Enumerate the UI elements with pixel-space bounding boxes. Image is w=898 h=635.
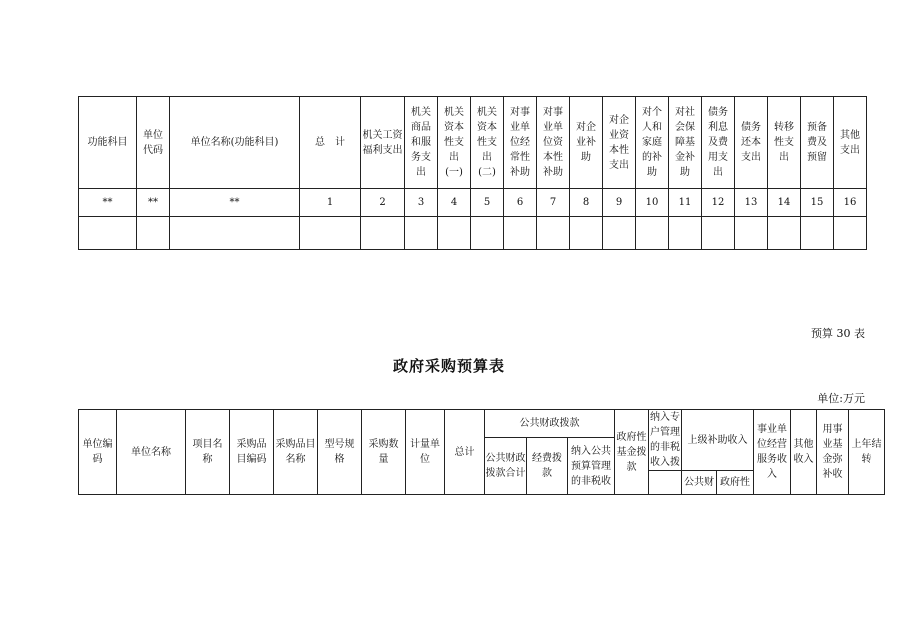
col-public-inst-capital: 对事 业单 位资 本性 补助 [537,97,570,189]
budget-expenditure-table [78,96,867,250]
col-pf-total: 公共财政 拨款合计 [485,438,527,495]
column-number: 2 [361,189,405,217]
column-number: 9 [603,189,636,217]
column-number: ** [170,189,300,217]
table1-empty-row [79,217,867,250]
col-special-nontax-sub [649,471,682,495]
col-unit-name: 单位名称(功能科目) [170,97,300,189]
col-debt-principal: 债务 还本 支出 [735,97,768,189]
col-sup-public: 公共财 [682,471,717,495]
column-number: 14 [768,189,801,217]
col-public-inst-regular: 对事 业单 位经 常性 补助 [504,97,537,189]
column-number: 12 [702,189,735,217]
col-capital-1: 机关 资本 性支 出 (一) [438,97,471,189]
column-number: ** [137,189,170,217]
col-unit-code: 单位编 码 [79,410,117,495]
government-procurement-table [78,409,885,495]
col-special-nontax: 纳入专 户管理 的非税 收入拨 [649,410,682,471]
col-project-name: 项目名 称 [186,410,230,495]
col-reserve: 预备 费及 预留 [801,97,834,189]
table-number: 预算 30 表 [811,327,865,340]
col-business-income: 事业单 位经营 服务收 入 [754,410,791,495]
column-number: 10 [636,189,669,217]
col-model: 型号规 格 [318,410,362,495]
group-superior: 上级补助收入 [682,410,754,471]
col-other: 其他 支出 [834,97,867,189]
column-number: 11 [669,189,702,217]
table2-header-row-1 [79,410,885,438]
column-number: 5 [471,189,504,217]
column-number: 15 [801,189,834,217]
col-staff-welfare: 机关工资 福利支出 [361,97,405,189]
column-number: 4 [438,189,471,217]
col-goods-services: 机关 商品 和服 务支 出 [405,97,438,189]
unit-label: 单位:万元 [817,392,865,405]
col-reserve-fund: 用事 业基 金弥 补收 [817,410,849,495]
table1-number-row [79,189,867,217]
col-function-subject: 功能科目 [79,97,137,189]
col-item-code: 采购品 目编码 [230,410,274,495]
col-gov-fund: 政府性 基金拨 款 [615,410,649,495]
table1-header-row [79,97,867,189]
column-number: 16 [834,189,867,217]
col-total: 总 计 [300,97,361,189]
col-unit-name: 单位名称 [117,410,186,495]
column-number: 6 [504,189,537,217]
column-number: 13 [735,189,768,217]
col-carryover: 上年结 转 [849,410,885,495]
column-number: ** [79,189,137,217]
col-social-security: 对社 会保 障基 金补 助 [669,97,702,189]
col-total: 总计 [445,410,485,495]
col-quantity: 采购数 量 [362,410,406,495]
col-nontax: 纳入公共 预算管理 的非税收 [568,438,615,495]
col-unit-code: 单位 代码 [137,97,170,189]
col-item-name: 采购品目 名称 [274,410,318,495]
col-debt-interest: 债务 利息 及费 用支 出 [702,97,735,189]
col-funding: 经费拨 款 [527,438,568,495]
column-number: 3 [405,189,438,217]
col-personal-family: 对个 人和 家庭 的补 助 [636,97,669,189]
col-other-income: 其他 收入 [791,410,817,495]
col-enterprise-subsidy: 对企 业补 助 [570,97,603,189]
group-public-finance: 公共财政拨款 [485,410,615,438]
page-title: 政府采购预算表 [392,357,505,375]
column-number: 8 [570,189,603,217]
col-transfer: 转移 性支 出 [768,97,801,189]
column-number: 1 [300,189,361,217]
col-unit: 计量单 位 [406,410,445,495]
col-capital-2: 机关 资本 性支 出 (二) [471,97,504,189]
column-number: 7 [537,189,570,217]
col-sup-gov: 政府性 [717,471,754,495]
col-enterprise-capital: 对企 业资 本性 支出 [603,97,636,189]
